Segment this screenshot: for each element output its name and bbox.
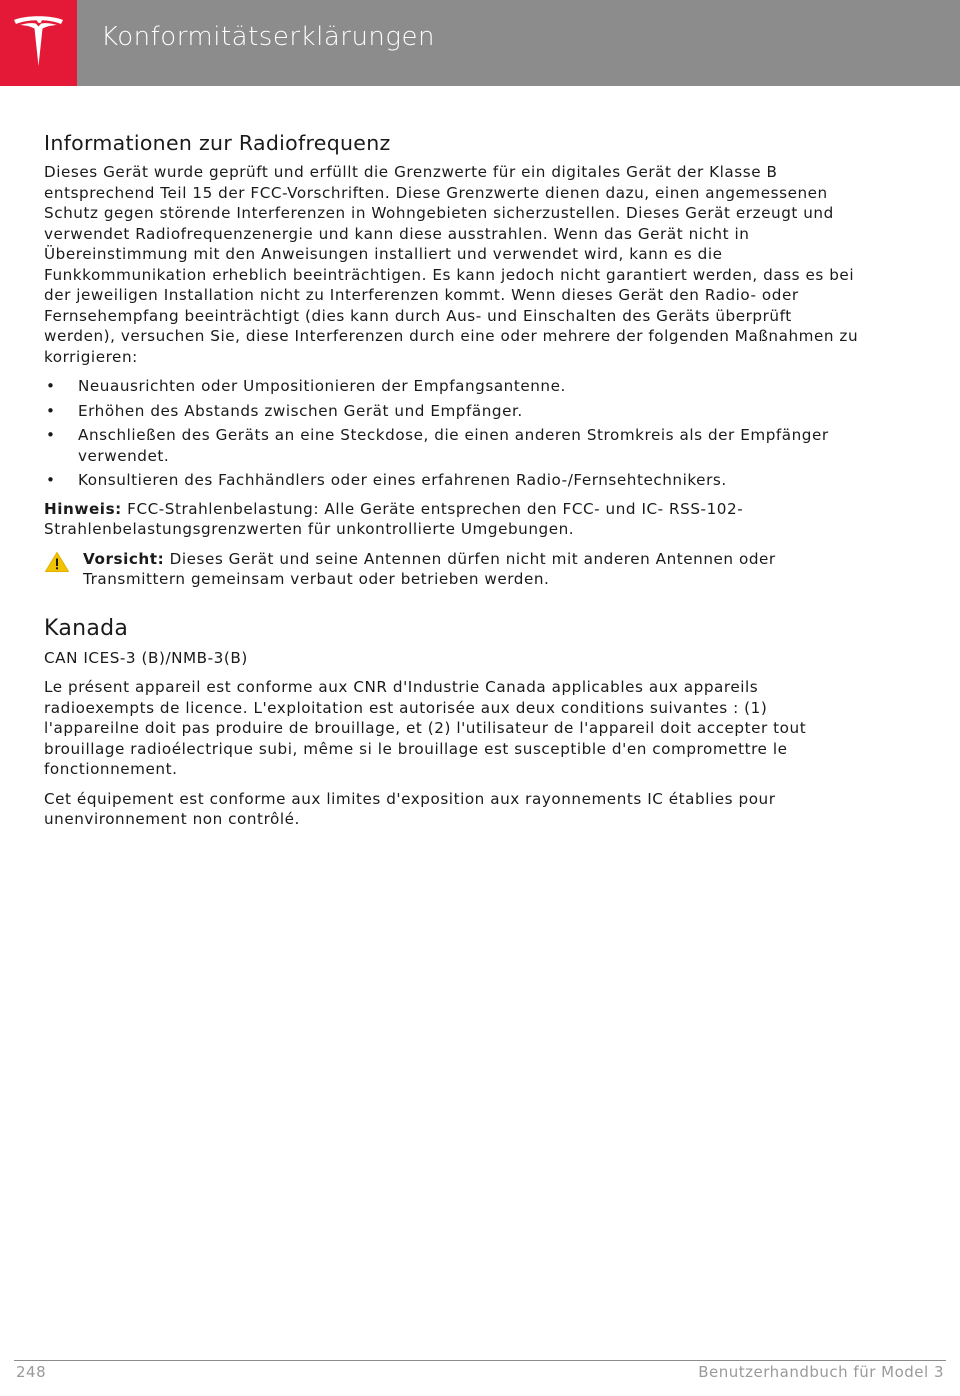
list-item: [44, 470, 864, 491]
chapter-title: Konformitätserklärungen: [101, 22, 435, 52]
radio-frequency-heading: Informationen zur Radiofrequenz: [44, 131, 391, 155]
footer-divider: [14, 1360, 946, 1361]
list-item: [44, 425, 864, 466]
manual-title: Benutzerhandbuch für Model 3: [698, 1363, 944, 1381]
list-item: [44, 376, 864, 397]
caution-label: Vorsicht:: [83, 549, 165, 568]
bullet-icon: •: [46, 426, 56, 444]
page-number: 248: [16, 1363, 47, 1381]
tesla-logo-icon: [11, 14, 66, 72]
list-item-text: Anschließen des Geräts an eine Steckdose, die einen anderen Stromkreis als der Empfänger verwendet.: [78, 426, 829, 465]
caution-text: Dieses Gerät und seine Antennen dürfen nicht mit anderen Antennen oder Transmittern gemeinsam verbaut oder betrieben werden.: [83, 549, 776, 588]
list-item-text: Erhöhen des Abstands zwischen Gerät und Empfänger.: [78, 401, 523, 420]
radio-frequency-intro: Dieses Gerät wurde geprüft und erfüllt die Grenzwerte für ein digitales Gerät der Klasse B entsprechend Teil 15 der FCC-Vorschriften. Diese Grenzwerte dienen dazu, einen angemessenen Schutz gegen störende Interferenzen in Wohngebieten sicherzustellen. Dieses Gerät erzeugt und verwendet Radiofrequenzenergie und kann diese ausstrahlen. Wenn das Gerät nicht in Übereinstimmung mit den Anweisungen installiert und verwendet wird, kann es die Funkkommunikation erheblich beeinträchtigen. Es kann jedoch nicht garantiert werden, dass es bei der jeweiligen Installation nicht zu Interferenzen kommt. Wenn dieses Gerät den Radio- oder Fernsehempfang beeinträchtigt (dies kann durch Aus- und Einschalten des Geräts überprüft werden), versuchen Sie, diese Interferenzen durch eine oder mehrere der folgenden Maßnahmen zu korrigieren:: [44, 163, 859, 366]
logo-box: [0, 0, 77, 86]
note-paragraph: [44, 499, 864, 540]
caution-box: [44, 549, 864, 590]
list-item: [44, 401, 864, 422]
canada-paragraph-1: Le présent appareil est conforme aux CNR d'Industrie Canada applicables aux appareils radioexempts de licence. L'exploitation est autorisée aux deux conditions suivantes : (1) l'appareilne doit pas produire de brouillage, et (2) l'utilisateur de l'appareil doit accepter tout brouillage radioélectrique subi, même si le brouillage est susceptible d'en compromettre le fonctionnement.: [44, 678, 807, 778]
canada-heading: Kanada: [44, 615, 129, 641]
note-text: FCC-Strahlenbelastung: Alle Geräte entsprechen den FCC- und IC- RSS-102-Strahlenbelastungsgrenzwerten für unkontrollierte Umgebungen.: [44, 499, 744, 538]
canada-paragraph-2: Cet équipement est conforme aux limites d'exposition aux rayonnements IC établies pour unenvironnement non contrôlé.: [44, 789, 776, 828]
bullet-icon: •: [46, 377, 56, 395]
bullet-icon: •: [46, 471, 56, 489]
list-item-text: Neuausrichten oder Umpositionieren der Empfangsantenne.: [78, 377, 566, 395]
warning-triangle-icon: [44, 551, 70, 573]
note-label: Hinweis:: [44, 499, 122, 518]
canada-code: CAN ICES-3 (B)/NMB-3(B): [44, 648, 248, 667]
page-content: [44, 128, 864, 839]
measures-list: [44, 376, 864, 491]
bullet-icon: •: [46, 401, 56, 420]
list-item-text: Konsultieren des Fachhändlers oder eines erfahrenen Radio-/Fernsehtechnikers.: [78, 471, 727, 489]
page-header: [0, 0, 960, 86]
